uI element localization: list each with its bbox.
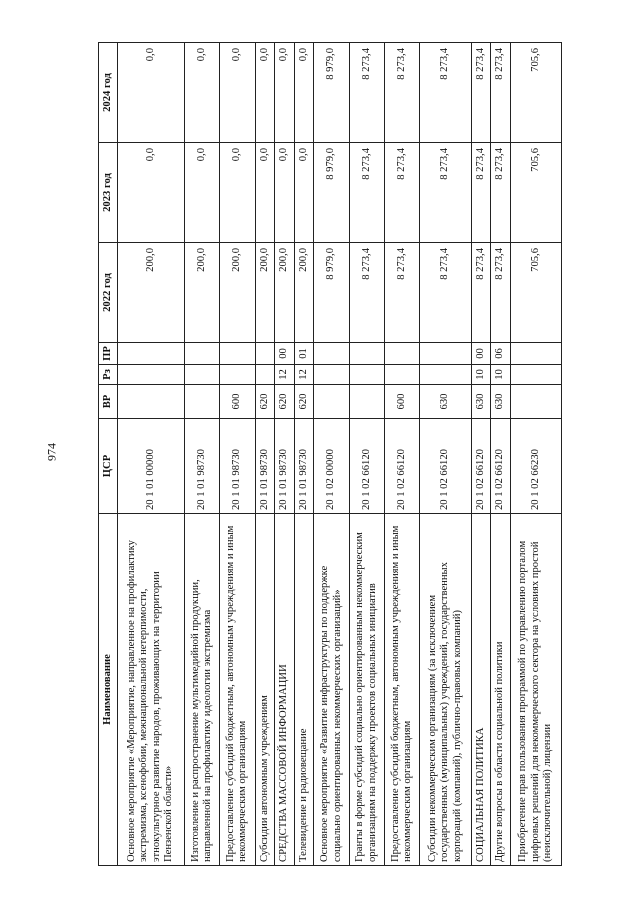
row-name: Предоставление субсидий бюджетным, автономным учреждениям и иным некоммерческим организациям	[220, 514, 255, 866]
row-2024: 8 273,4	[420, 43, 471, 143]
row-vr: 630	[420, 385, 471, 419]
row-2024: 705,6	[510, 43, 561, 143]
row-2022: 200,0	[255, 243, 275, 343]
row-csr: 20 1 02 00000	[314, 419, 349, 514]
row-2024: 8 979,0	[314, 43, 349, 143]
row-vr: 620	[294, 385, 314, 419]
row-2023: 8 273,4	[491, 143, 511, 243]
row-name: Изготовление и распространение мультимедийной продукции, направленной на профилактику идеологии экстремизма	[184, 514, 219, 866]
row-csr: 20 1 02 66120	[491, 419, 511, 514]
row-2023: 8 273,4	[471, 143, 491, 243]
row-name: Гранты в форме субсидий социально ориентированным некоммерческим организациям на поддержку проектов социальных инициатив	[349, 514, 384, 866]
table-row	[275, 43, 295, 866]
row-2024: 8 273,4	[385, 43, 420, 143]
row-pr	[349, 343, 384, 365]
table-row	[349, 43, 384, 866]
row-pr: 00	[471, 343, 491, 365]
row-rz	[349, 365, 384, 385]
row-csr: 20 1 01 98730	[220, 419, 255, 514]
row-csr: 20 1 02 66120	[349, 419, 384, 514]
row-name: СОЦИАЛЬНАЯ ПОЛИТИКА	[471, 514, 491, 866]
row-rz	[184, 365, 219, 385]
row-vr: 630	[471, 385, 491, 419]
header-csr: ЦСР	[99, 419, 118, 514]
row-rz	[118, 365, 185, 385]
row-2022: 8 273,4	[420, 243, 471, 343]
table-row	[118, 43, 185, 866]
row-2024: 0,0	[220, 43, 255, 143]
table-row	[314, 43, 349, 866]
row-rz: 10	[491, 365, 511, 385]
row-vr: 630	[491, 385, 511, 419]
row-2022: 8 273,4	[491, 243, 511, 343]
row-2024: 0,0	[255, 43, 275, 143]
row-2022: 200,0	[220, 243, 255, 343]
row-csr: 20 1 02 66230	[510, 419, 561, 514]
row-2024: 8 273,4	[349, 43, 384, 143]
table-row	[385, 43, 420, 866]
row-2023: 0,0	[255, 143, 275, 243]
row-2023: 8 273,4	[349, 143, 384, 243]
table-row	[255, 43, 275, 866]
row-2024: 0,0	[184, 43, 219, 143]
row-csr: 20 1 01 98730	[294, 419, 314, 514]
table-row	[220, 43, 255, 866]
row-csr: 20 1 01 00000	[118, 419, 185, 514]
row-2024: 8 273,4	[471, 43, 491, 143]
row-name: Субсидии автономным учреждениям	[255, 514, 275, 866]
header-name: Наименование	[99, 514, 118, 866]
table-row	[510, 43, 561, 866]
table-row	[184, 43, 219, 866]
row-2024: 0,0	[294, 43, 314, 143]
budget-table	[98, 42, 562, 866]
row-vr	[184, 385, 219, 419]
row-2022: 705,6	[510, 243, 561, 343]
row-rz	[255, 365, 275, 385]
row-rz: 12	[275, 365, 295, 385]
row-2023: 8 273,4	[385, 143, 420, 243]
row-2022: 200,0	[184, 243, 219, 343]
row-csr: 20 1 01 98730	[275, 419, 295, 514]
row-name: Другие вопросы в области социальной политики	[491, 514, 511, 866]
row-vr: 600	[220, 385, 255, 419]
row-2022: 200,0	[275, 243, 295, 343]
row-name: Основное мероприятие «Мероприятие, направленное на профилактику экстремизма, ксенофобии, межнациональной нетерпимости, этнокультурное развитие народов, проживающих на территории Пензенской области»	[118, 514, 185, 866]
row-name: Приобретение прав пользования программой по управлению порталом цифровых решений для некоммерческого сектора на условиях простой (неисключительной) лицензии	[510, 514, 561, 866]
row-2022: 8 273,4	[471, 243, 491, 343]
row-2022: 8 273,4	[385, 243, 420, 343]
row-2022: 8 979,0	[314, 243, 349, 343]
row-2024: 8 273,4	[491, 43, 511, 143]
row-csr: 20 1 01 98730	[184, 419, 219, 514]
row-2023: 0,0	[294, 143, 314, 243]
row-csr: 20 1 02 66120	[385, 419, 420, 514]
row-2022: 200,0	[118, 243, 185, 343]
row-2023: 0,0	[220, 143, 255, 243]
table-row	[491, 43, 511, 866]
row-name: Предоставление субсидий бюджетным, автономным учреждениям и иным некоммерческим организациям	[385, 514, 420, 866]
row-2024: 0,0	[118, 43, 185, 143]
row-2022: 8 273,4	[349, 243, 384, 343]
row-rz	[510, 365, 561, 385]
budget-table-container	[98, 42, 562, 866]
row-pr	[510, 343, 561, 365]
row-pr	[385, 343, 420, 365]
header-2023: 2023 год	[99, 143, 118, 243]
row-2022: 200,0	[294, 243, 314, 343]
row-vr: 620	[255, 385, 275, 419]
table-header-row	[99, 43, 118, 866]
row-pr	[184, 343, 219, 365]
row-pr	[314, 343, 349, 365]
row-pr	[255, 343, 275, 365]
row-pr	[420, 343, 471, 365]
row-2023: 8 979,0	[314, 143, 349, 243]
header-vr: ВР	[99, 385, 118, 419]
row-2023: 0,0	[275, 143, 295, 243]
header-2024: 2024 год	[99, 43, 118, 143]
row-rz	[220, 365, 255, 385]
row-2023: 0,0	[184, 143, 219, 243]
page-number: 974	[44, 443, 59, 461]
header-2022: 2022 год	[99, 243, 118, 343]
row-name: Субсидии некоммерческим организациям (за исключением государственных (муниципальных) учреждений, государственных корпораций (компаний), публично-правовых компаний)	[420, 514, 471, 866]
row-rz: 12	[294, 365, 314, 385]
row-2024: 0,0	[275, 43, 295, 143]
row-csr: 20 1 02 66120	[420, 419, 471, 514]
table-row	[294, 43, 314, 866]
row-pr: 00	[275, 343, 295, 365]
row-vr	[314, 385, 349, 419]
row-vr: 600	[385, 385, 420, 419]
row-pr: 01	[294, 343, 314, 365]
row-vr	[510, 385, 561, 419]
row-vr	[118, 385, 185, 419]
row-pr	[220, 343, 255, 365]
row-rz	[385, 365, 420, 385]
table-row	[471, 43, 491, 866]
row-2023: 705,6	[510, 143, 561, 243]
row-rz	[314, 365, 349, 385]
table-row	[420, 43, 471, 866]
row-vr: 620	[275, 385, 295, 419]
row-name: Основное мероприятие «Развитие инфраструктуры по поддержке социально ориентированных некоммерческих организаций»	[314, 514, 349, 866]
row-name: СРЕДСТВА МАССОВОЙ ИНФОРМАЦИИ	[275, 514, 295, 866]
row-vr	[349, 385, 384, 419]
row-csr: 20 1 02 66120	[471, 419, 491, 514]
row-csr: 20 1 01 98730	[255, 419, 275, 514]
row-rz: 10	[471, 365, 491, 385]
row-2023: 8 273,4	[420, 143, 471, 243]
row-pr	[118, 343, 185, 365]
row-name: Телевидение и радиовещание	[294, 514, 314, 866]
header-rz: Рз	[99, 365, 118, 385]
row-rz	[420, 365, 471, 385]
row-pr: 06	[491, 343, 511, 365]
header-pr: ПР	[99, 343, 118, 365]
row-2023: 0,0	[118, 143, 185, 243]
